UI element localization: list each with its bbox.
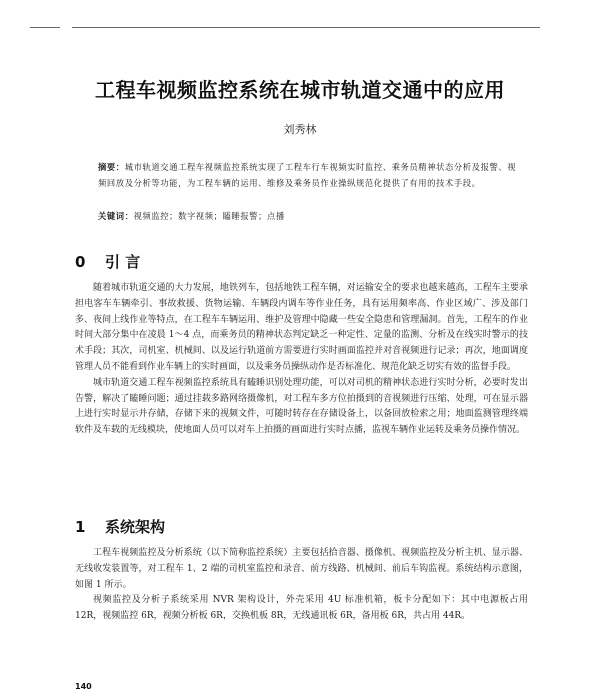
section-heading-intro [75, 251, 140, 272]
section-title-architecture: 系统架构 [105, 518, 166, 536]
intro-body [75, 281, 528, 439]
section-title-intro: 引 言 [105, 253, 141, 271]
section-number-architecture: 1 [75, 518, 86, 536]
page-number: 140 [75, 682, 92, 691]
article-title: 工程车视频监控系统在城市轨道交通中的应用 [95, 78, 505, 102]
abstract-label: 摘要： [98, 162, 125, 172]
abstract-text: 城市轨道交通工程车视频监控系统实现了工程车行车视频实时监控、乘务员精神状态分析及报警、视频回放及分析等功能，为工程车辆的运用、维修及乘务员作业操纵规范化提供了有用的技术手段。 [98, 162, 517, 188]
header-rule [72, 27, 540, 28]
architecture-body [75, 546, 528, 625]
architecture-paragraph-1: 工程车视频监控及分析系统（以下简称监控系统）主要包括拾音器、摄像机、视频监控及分析主机、显示器、无线收发装置等，对工程车 1、2 端的司机室监控和录音、前方线路、机械间、前后车钩监视。系统结构示意图，如图 1 所示。 [75, 548, 528, 590]
keywords-text: 视频监控；数字视频；瞌睡报警；点播 [133, 211, 285, 221]
keywords [98, 210, 518, 222]
intro-paragraph-2: 城市轨道交通工程车视频监控系统具有瞌睡识别处理功能，可以对司机的精神状态进行实时分析，必要时发出告警，解决了瞌睡问题；通过挂载多路网络摄像机，对工程车多方位拍摄到的音视频进行压缩、处理，可在显示器上进行实时显示并存储，存储下来的视频文件，可随时转存在存储设备上，以备回放检索之用；地面监测管理终端软件及车载的无线模块，使地面人员可以对车上拍摄的画面进行实时点播，监视车辆作业运转及乘务员操作情况。 [75, 377, 528, 436]
section-number-intro: 0 [75, 253, 86, 271]
article-author: 刘秀林 [283, 123, 317, 136]
keywords-label: 关键词： [98, 211, 134, 221]
abstract [98, 160, 518, 191]
section-heading-architecture [75, 516, 165, 537]
architecture-paragraph-2: 视频监控及分析子系统采用 NVR 架构设计，外壳采用 4U 标准机箱，板卡分配如下：其中电源板占用 12R，视频监控 6R，视频分析板 6R，交换机板 8R，无线通讯板 6R，备用板 6R，共占用 44R。 [75, 595, 528, 622]
intro-paragraph-1: 随着城市轨道交通的大力发展，地铁列车，包括地铁工程车辆，对运输安全的要求也越来越高，工程车主要承担电客车车辆牵引、事故救援、货物运输、车辆段内调车等作业任务，具有运用频率高、作业区域广、涉及部门多、夜间上线作业等特点，在工程车车辆运用、维护及管理中隐藏一些安全隐患和管理漏洞。首先，工程车的作业时间大部分集中在凌晨 1～4 点，而乘务员的精神状态判定缺乏一种定性、定量的监测、分析及在线实时警示的技术手段；其次，司机室、机械间、以及运行轨道前方需要进行实时画面监控并对音视频进行记录；再次，地面调度管理人员不能看到作业车辆上的实时画面，以及乘务员操纵动作是否标准化、规范化缺乏切实有效的监督手段。 [75, 283, 528, 372]
header-rule-left [30, 27, 60, 28]
